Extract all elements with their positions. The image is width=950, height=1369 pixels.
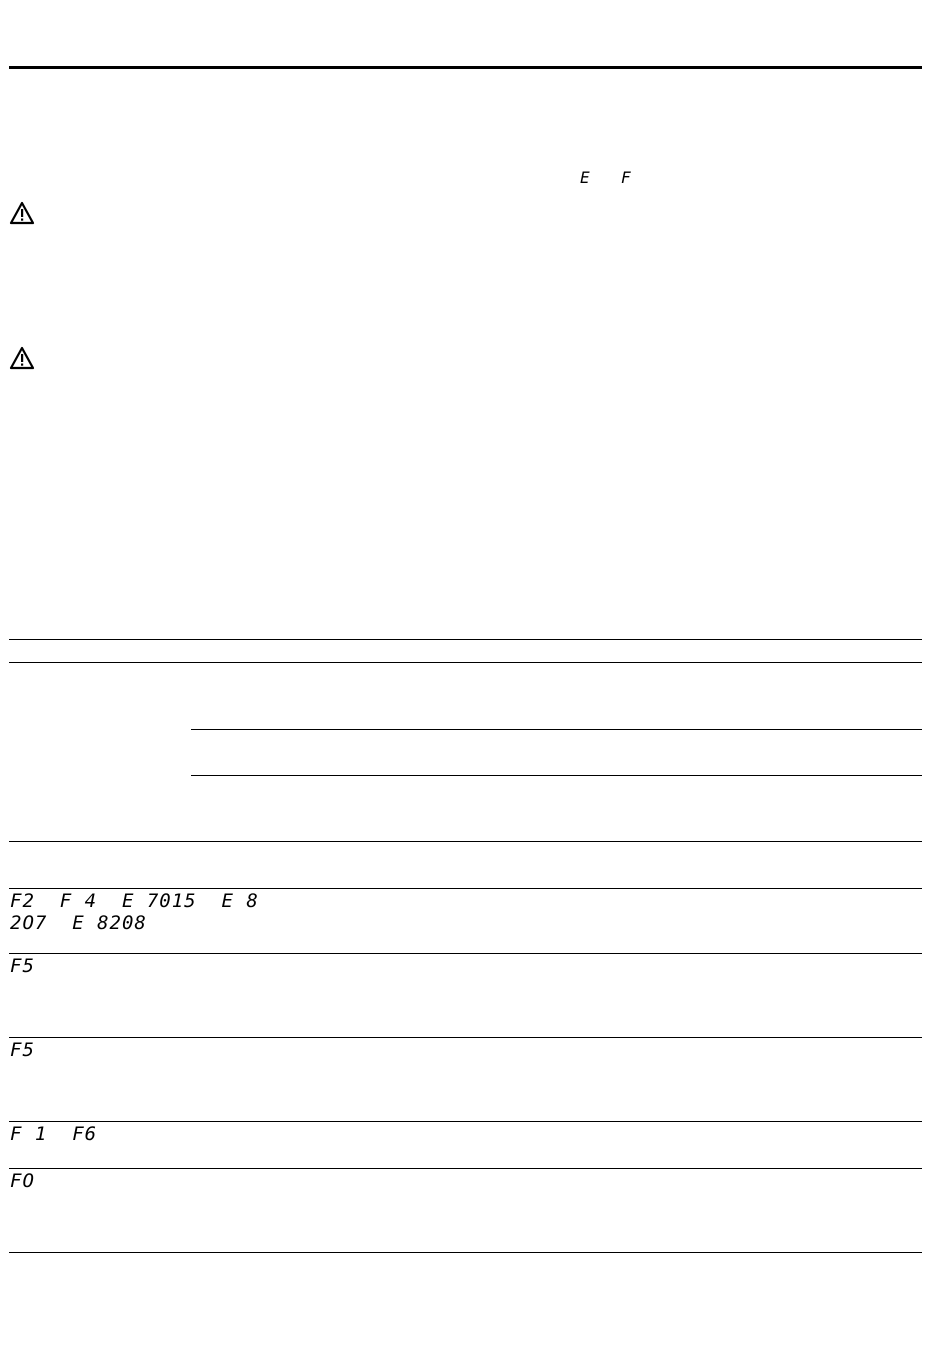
- table-header-rule: [9, 662, 922, 663]
- fault-code: F 1 F6: [10, 1123, 98, 1145]
- table-top-rule: [9, 639, 922, 640]
- table-row: [10, 890, 259, 934]
- table-row-rule: [9, 841, 922, 842]
- table-row: [10, 1170, 35, 1192]
- fault-code: 2O7 E 8208: [10, 912, 147, 934]
- header-rule: [9, 66, 922, 69]
- warning-triangle-icon: [9, 201, 35, 225]
- fault-code: F5: [10, 955, 35, 977]
- table-row: [10, 1123, 97, 1145]
- table-row: [10, 1039, 35, 1061]
- warning-triangle-icon: [9, 346, 35, 370]
- table-sub-rule: [191, 775, 922, 776]
- display-letter-e: E: [580, 168, 590, 187]
- fault-code: F2 F 4 E 7015 E 8: [10, 890, 259, 912]
- table-row-rule: [9, 953, 922, 954]
- fault-code: F5: [10, 1039, 35, 1061]
- table-row-rule: [9, 1121, 922, 1122]
- fault-code: FO: [10, 1170, 35, 1192]
- table-row-rule: [9, 1168, 922, 1169]
- table-row-rule: [9, 1037, 922, 1038]
- display-letter-f: F: [621, 168, 631, 187]
- table-bottom-rule: [9, 1252, 922, 1253]
- table-sub-rule: [191, 729, 922, 730]
- table-row-rule: [9, 888, 922, 889]
- table-row: [10, 955, 35, 977]
